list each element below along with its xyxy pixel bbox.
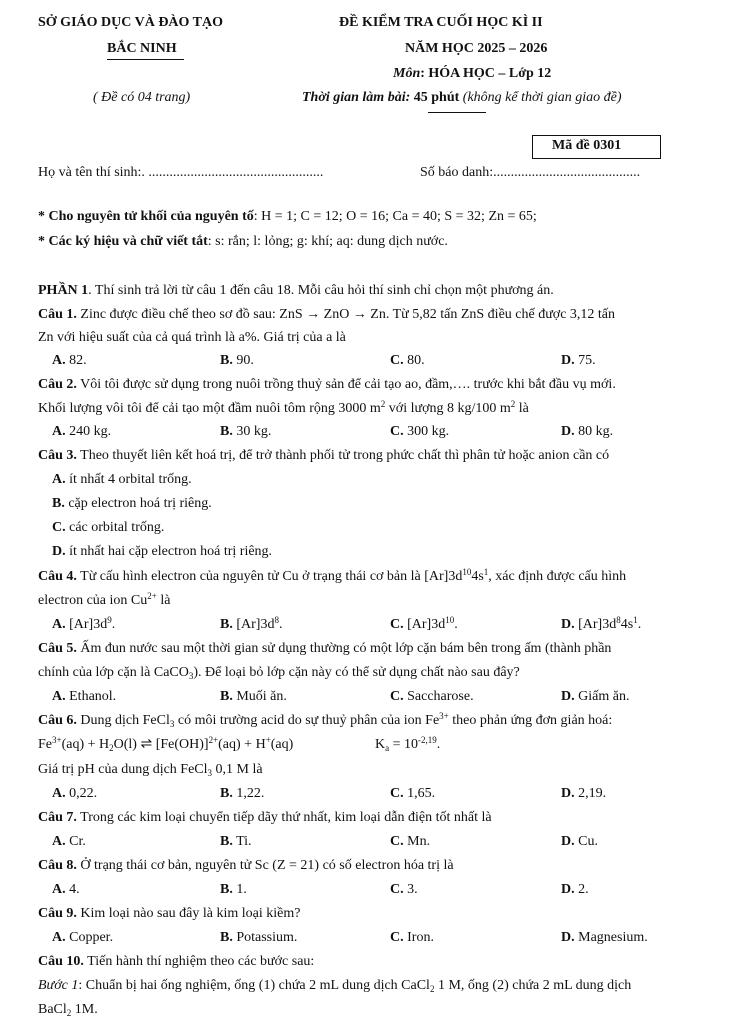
q4-label: Câu 4. [38, 569, 77, 584]
time-prefix: Thời gian làm bài: [302, 90, 414, 105]
option-text: Giấm ăn. [578, 689, 630, 704]
ka-part: . [436, 737, 441, 752]
time-line [302, 90, 622, 107]
q5-text-b: ). Để loại bỏ lớp cặn này có thể sử dụng chất nào sau đây? [193, 665, 520, 680]
q4-option-c[interactable] [390, 617, 458, 634]
eq-sup: 3+ [52, 735, 62, 745]
q9-option-c[interactable] [390, 930, 434, 947]
equilibrium-arrow-icon: ⇌ [140, 737, 153, 752]
q10-step1 [38, 978, 631, 995]
option-text: 1. [236, 882, 247, 897]
q6-sup-1: 3+ [439, 711, 449, 721]
option-letter: A. [52, 472, 66, 487]
option-text: 82. [69, 353, 87, 368]
q6-option-a[interactable] [52, 786, 97, 803]
q9-text: Kim loại nào sau đây là kim loại kiềm? [76, 906, 301, 921]
option-text: ít nhất hai cặp electron hoá trị riêng. [69, 544, 273, 559]
step-sub-1: 2 [429, 984, 435, 994]
q8-option-d[interactable] [561, 882, 589, 899]
option-text: 300 kg. [407, 424, 450, 439]
option-text: Saccharose. [407, 689, 474, 704]
exam-code: Mã đề 0301 [552, 138, 622, 153]
atomic-mass-label: * Cho nguyên tử khối của nguyên tố [38, 209, 254, 224]
option-sup: 10 [445, 615, 455, 625]
q6-option-d[interactable] [561, 786, 606, 803]
option-text: 240 kg. [69, 424, 112, 439]
option-letter: D. [561, 617, 575, 632]
q6-text-d: Giá trị pH của dung dịch FeCl [38, 762, 208, 777]
option-letter: B. [52, 496, 65, 511]
q5-text: Ấm đun nước sau một thời gian sử dụng thường có một lớp cặn bám bên trong ấm (thành phần [76, 641, 612, 656]
eq-sub: 2 [109, 743, 114, 753]
option-text: 30 kg. [236, 424, 272, 439]
q3-option-b[interactable] [52, 496, 212, 513]
q3-text: Theo thuyết liên kết hoá trị, để trở thành phối tử trong phức chất thì phân tử hoặc anion cần có [76, 448, 610, 463]
school-year: NĂM HỌC 2025 – 2026 [405, 41, 548, 56]
subject-prefix: Môn [393, 66, 421, 81]
q4-text-a: Từ cấu hình electron của nguyên tử Cu ở trạng thái cơ bản là [Ar]3d [76, 569, 463, 584]
q9-option-d[interactable] [561, 930, 648, 947]
option-text: [Ar]3d [578, 617, 617, 632]
option-letter: D. [561, 353, 575, 368]
step-text-c: BaCl [38, 1002, 67, 1017]
option-letter: D. [561, 786, 575, 801]
option-text: Muối ăn. [236, 689, 287, 704]
eq-part: (aq) + H [218, 737, 266, 752]
q5-text-a: chính của lớp cặn là CaCO [38, 665, 189, 680]
question-10 [38, 954, 314, 971]
q9-label: Câu 9. [38, 906, 77, 921]
eq-part: Fe [38, 737, 52, 752]
q8-label: Câu 8. [38, 858, 77, 873]
option-letter: C. [390, 617, 404, 632]
eq-sup: 2+ [208, 735, 219, 745]
option-letter: A. [52, 689, 66, 704]
q2-option-b[interactable] [220, 424, 271, 441]
question-8 [38, 858, 454, 875]
q4-text-c: , xác định được cấu hình [488, 569, 627, 584]
q8-text: Ở trạng thái cơ bản, nguyên tử Sc (Z = 21) có số electron hóa trị là [76, 858, 454, 873]
q6-text-e: 0,1 M là [212, 762, 263, 777]
q1-option-d[interactable] [561, 353, 596, 370]
q6-sub-2: 3 [207, 768, 213, 778]
subject-line [393, 66, 551, 83]
q1-option-b[interactable] [220, 353, 254, 370]
q4-text-b: 4s [471, 569, 484, 584]
option-letter: B. [220, 834, 233, 849]
q4-text-d: electron của ion Cu [38, 593, 148, 608]
ka-sub: a [385, 743, 390, 753]
option-text: 0,22. [69, 786, 98, 801]
option-letter: A. [52, 424, 66, 439]
q4-sup-3: 2+ [147, 591, 157, 601]
option-text: các orbital trống. [69, 520, 165, 535]
subject-value: : HÓA HỌC – Lớp 12 [420, 66, 552, 81]
step-text-a: : Chuẩn bị hai ống nghiệm, ống (1) chứa 2 mL dung dịch CaCl [78, 978, 430, 993]
q2-text: Vôi tôi được sử dụng trong nuôi trồng thuỷ sản để cải tạo ao, đầm,…. trước khi bắt đầu vụ mới. [76, 377, 616, 392]
q2-option-d[interactable] [561, 424, 613, 441]
q5-text-line2 [38, 665, 520, 682]
option-text: 80 kg. [578, 424, 614, 439]
q7-text: Trong các kim loại chuyển tiếp dãy thứ nhất, kim loại dẫn điện tốt nhất là [76, 810, 492, 825]
option-letter: C. [390, 424, 404, 439]
option-text: 2,19. [578, 786, 607, 801]
option-letter: A. [52, 882, 66, 897]
q7-option-b[interactable] [220, 834, 252, 851]
option-letter: C. [390, 882, 404, 897]
option-text: Potassium. [236, 930, 298, 945]
option-tail: . [454, 617, 458, 632]
option-sup: 8 [274, 615, 279, 625]
option-text: [Ar]3d [69, 617, 108, 632]
q7-option-c[interactable] [390, 834, 430, 851]
pages-note: ( Đề có 04 trang) [93, 90, 191, 105]
option-letter: B. [220, 930, 233, 945]
option-letter: C. [390, 930, 404, 945]
symbols-values: : s: rắn; l: lỏng; g: khí; aq: dung dịch nước. [207, 234, 448, 249]
q7-option-d[interactable] [561, 834, 598, 851]
question-7 [38, 810, 492, 827]
ka-sup: -2,19 [418, 735, 437, 745]
part1-intro: . Thí sinh trả lời từ câu 1 đến câu 18. Mỗi câu hỏi thí sinh chỉ chọn một phương án. [88, 283, 554, 298]
option-letter: B. [220, 424, 233, 439]
q1-option-c[interactable] [390, 353, 425, 370]
option-letter: A. [52, 353, 66, 368]
q7-option-a[interactable] [52, 834, 86, 851]
option-mid: 4s [620, 617, 634, 632]
eq-part: (aq) [270, 737, 294, 752]
option-text: Ti. [236, 834, 252, 849]
option-text: 4. [69, 882, 80, 897]
option-text: Cu. [578, 834, 598, 849]
part1-heading [38, 283, 554, 300]
q8-option-a[interactable] [52, 882, 80, 899]
eq-sup: + [265, 735, 271, 745]
step-label: Bước 1 [38, 978, 79, 993]
q4-option-a[interactable] [52, 617, 115, 634]
option-letter: C. [390, 353, 404, 368]
eq-part: (aq) + H [61, 737, 110, 752]
q2-sup-2: 2 [510, 399, 516, 409]
q2-text-b: với lượng 8 kg/100 m [385, 401, 511, 416]
option-text: Mn. [407, 834, 431, 849]
q3-option-c[interactable] [52, 520, 164, 537]
option-letter: A. [52, 786, 66, 801]
time-underline [428, 112, 486, 113]
option-letter: C. [390, 689, 404, 704]
option-text: Copper. [69, 930, 114, 945]
option-letter: C. [390, 834, 404, 849]
option-tail: . [111, 617, 116, 632]
option-text: 90. [236, 353, 254, 368]
symbols-note [38, 234, 448, 251]
q4-text-line2 [38, 593, 170, 610]
option-text: Cr. [69, 834, 86, 849]
option-letter: B. [220, 617, 233, 632]
q5-option-a[interactable] [52, 689, 116, 706]
q6-text-c: theo phản ứng đơn giản hoá: [448, 713, 613, 728]
q1-option-a[interactable] [52, 353, 87, 370]
q8-option-c[interactable] [390, 882, 418, 899]
q3-label: Câu 3. [38, 448, 77, 463]
option-letter: D. [52, 544, 66, 559]
option-letter: D. [561, 882, 575, 897]
q2-text-line2 [38, 401, 529, 418]
option-text: ít nhất 4 orbital trống. [69, 472, 192, 487]
option-text: Magnesium. [578, 930, 648, 945]
q2-sup-1: 2 [380, 399, 386, 409]
q6-ka [375, 737, 440, 754]
option-text: [Ar]3d [236, 617, 275, 632]
step-text-d: 1M. [71, 1002, 98, 1017]
q4-option-d[interactable] [561, 617, 641, 634]
question-1 [38, 307, 615, 324]
question-6 [38, 713, 612, 730]
option-tail: . [637, 617, 642, 632]
q9-option-a[interactable] [52, 930, 113, 947]
time-value: 45 phút [413, 90, 460, 105]
question-2 [38, 377, 616, 394]
department-name: SỞ GIÁO DỤC VÀ ĐÀO TẠO [38, 15, 224, 30]
q6-option-b[interactable] [220, 786, 264, 803]
q6-label: Câu 6. [38, 713, 77, 728]
step-sub-2: 2 [66, 1008, 72, 1018]
option-letter: B. [220, 689, 233, 704]
time-suffix: (không kể thời gian giao đề) [459, 90, 622, 105]
q3-option-d[interactable] [52, 544, 272, 561]
province-underline [107, 59, 184, 60]
q2-text-a: Khối lượng vôi tôi để cải tạo một đầm nuôi tôm rộng 3000 m [38, 401, 381, 416]
q6-text-line3 [38, 762, 263, 779]
option-text: 3. [407, 882, 418, 897]
question-9 [38, 906, 300, 923]
department-province: BẮC NINH [107, 41, 177, 56]
q10-step1-line2 [38, 1002, 98, 1019]
option-letter: A. [52, 930, 66, 945]
step-text-b: 1 M, ống (2) chứa 2 mL dung dịch [434, 978, 632, 993]
q7-label: Câu 7. [38, 810, 77, 825]
option-letter: B. [220, 786, 233, 801]
ka-part: K [375, 737, 386, 752]
option-text: Iron. [407, 930, 434, 945]
q5-option-b[interactable] [220, 689, 287, 706]
option-text: Ethanol. [69, 689, 117, 704]
option-letter: C. [52, 520, 66, 535]
q1-text: Zinc được điều chế theo sơ đồ sau: ZnS → ZnO → Zn. Từ 5,82 tấn ZnS điều chế được 3,12 tấn [76, 307, 616, 322]
q2-text-c: là [515, 401, 529, 416]
q1-text-line2: Zn với hiệu suất của cả quá trình là a%. Giá trị của a là [38, 330, 346, 345]
q5-sub: 3 [188, 671, 194, 681]
option-letter: D. [561, 834, 575, 849]
part1-title: PHẦN 1 [38, 283, 89, 298]
option-text: 1,65. [407, 786, 436, 801]
option-text: cặp electron hoá trị riêng. [68, 496, 212, 511]
q2-option-c[interactable] [390, 424, 449, 441]
option-text: 1,22. [236, 786, 265, 801]
option-letter: C. [390, 786, 404, 801]
eq-part: O(l) [113, 737, 141, 752]
question-3 [38, 448, 609, 465]
question-4 [38, 569, 626, 586]
q10-label: Câu 10. [38, 954, 84, 969]
q3-option-a[interactable] [52, 472, 192, 489]
option-letter: A. [52, 834, 66, 849]
option-tail: . [278, 617, 283, 632]
option-letter: D. [561, 689, 575, 704]
q1-label: Câu 1. [38, 307, 77, 322]
q6-option-c[interactable] [390, 786, 435, 803]
option-text: 80. [407, 353, 425, 368]
option-text: 2. [578, 882, 589, 897]
option-letter: D. [561, 424, 575, 439]
q4-sup-2: 1 [483, 567, 489, 577]
q2-label: Câu 2. [38, 377, 77, 392]
q8-option-b[interactable] [220, 882, 247, 899]
option-sup-2: 1 [633, 615, 638, 625]
option-letter: B. [220, 882, 233, 897]
q6-equation [38, 737, 293, 754]
student-name-label: Họ và tên thí sinh:. .................................................. [38, 165, 324, 180]
q6-sub-1: 3 [169, 719, 175, 729]
q5-label: Câu 5. [38, 641, 77, 656]
q5-option-d[interactable] [561, 689, 629, 706]
option-text: 75. [578, 353, 596, 368]
student-id-label: Số báo danh:.......................................... [420, 165, 641, 180]
option-letter: A. [52, 617, 66, 632]
q6-text-a: Dung dịch FeCl [76, 713, 170, 728]
q2-option-a[interactable] [52, 424, 111, 441]
eq-part: [Fe(OH)] [152, 737, 209, 752]
question-5 [38, 641, 611, 658]
q9-option-b[interactable] [220, 930, 297, 947]
q6-text-b: có môi trường acid do sự thuỷ phân của ion Fe [174, 713, 440, 728]
q4-sup-1: 10 [462, 567, 472, 577]
option-sup: 9 [107, 615, 112, 625]
atomic-mass-note [38, 209, 537, 226]
option-text: [Ar]3d [407, 617, 446, 632]
symbols-label: * Các ký hiệu và chữ viết tắt [38, 234, 208, 249]
option-letter: B. [220, 353, 233, 368]
q10-text: Tiến hành thí nghiệm theo các bước sau: [83, 954, 315, 969]
q4-text-e: là [156, 593, 171, 608]
q4-option-b[interactable] [220, 617, 282, 634]
option-letter: D. [561, 930, 575, 945]
ka-part: = 10 [389, 737, 419, 752]
exam-title: ĐỀ KIỂM TRA CUỐI HỌC KÌ II [339, 15, 543, 30]
q5-option-c[interactable] [390, 689, 474, 706]
atomic-mass-values: : H = 1; C = 12; O = 16; Ca = 40; S = 32; Zn = 65; [253, 209, 537, 224]
option-sup: 8 [616, 615, 621, 625]
